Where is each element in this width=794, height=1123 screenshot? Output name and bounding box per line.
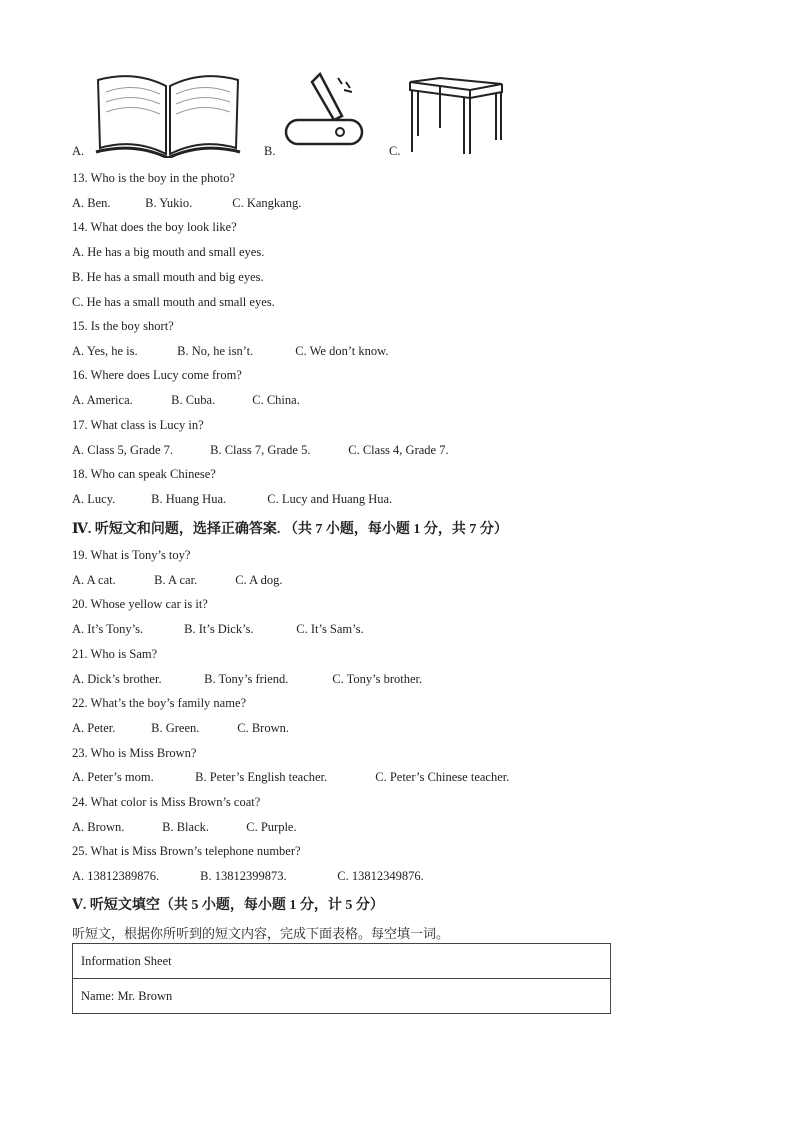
options-21 bbox=[72, 672, 422, 687]
section-4-heading: Ⅳ. 听短文和问题，选择正确答案. （共 7 小题，每小题 1 分，共 7 分） bbox=[72, 522, 508, 537]
question-21: 21. Who is Sam? bbox=[72, 647, 158, 661]
option[interactable]: A. Lucy. bbox=[72, 492, 116, 506]
option[interactable]: C. He has a small mouth and small eyes. bbox=[72, 295, 275, 309]
table-icon bbox=[406, 76, 504, 156]
section-5-instruction: 听短文，根据你所听到的短文内容，完成下面表格。每空填一词。 bbox=[72, 926, 450, 941]
question-17: 17. What class is Lucy in? bbox=[72, 418, 204, 432]
option[interactable]: B. Yukio. bbox=[145, 196, 193, 210]
table-row bbox=[73, 944, 611, 979]
options-13 bbox=[72, 196, 301, 211]
option[interactable]: A. Class 5, Grade 7. bbox=[72, 443, 174, 457]
question-14: 14. What does the boy look like? bbox=[72, 220, 237, 234]
option[interactable]: B. Peter’s English teacher. bbox=[195, 770, 328, 784]
option[interactable]: B. Tony’s friend. bbox=[204, 672, 289, 686]
question-22: 22. What’s the boy’s family name? bbox=[72, 696, 247, 710]
option[interactable]: A. A cat. bbox=[72, 573, 116, 587]
option[interactable]: A. He has a big mouth and small eyes. bbox=[72, 245, 265, 259]
options-22 bbox=[72, 721, 289, 736]
section-5-heading: Ⅴ. 听短文填空（共 5 小题，每小题 1 分，计 5 分） bbox=[72, 898, 384, 913]
option[interactable]: B. Huang Hua. bbox=[151, 492, 227, 506]
options-20 bbox=[72, 622, 364, 637]
option[interactable]: B. He has a small mouth and big eyes. bbox=[72, 270, 264, 284]
option[interactable]: B. Black. bbox=[162, 820, 209, 834]
option[interactable]: A. Dick’s brother. bbox=[72, 672, 162, 686]
option[interactable]: B. 13812399873. bbox=[200, 869, 287, 883]
question-23: 23. Who is Miss Brown? bbox=[72, 746, 197, 760]
option-b-label: B. bbox=[264, 144, 276, 158]
question-19: 19. What is Tony’s toy? bbox=[72, 548, 191, 562]
question-18: 18. Who can speak Chinese? bbox=[72, 467, 216, 481]
options-16 bbox=[72, 393, 300, 408]
option[interactable]: C. Purple. bbox=[246, 820, 297, 834]
information-sheet-table bbox=[72, 943, 611, 1014]
option[interactable]: C. Class 4, Grade 7. bbox=[348, 443, 449, 457]
options-25 bbox=[72, 869, 424, 884]
options-23 bbox=[72, 770, 509, 785]
option[interactable]: B. No, he isn’t. bbox=[177, 344, 254, 358]
option[interactable]: C. We don’t know. bbox=[295, 344, 389, 358]
option[interactable]: B. Class 7, Grade 5. bbox=[210, 443, 311, 457]
options-18 bbox=[72, 492, 392, 507]
option[interactable]: C. Tony’s brother. bbox=[332, 672, 423, 686]
question-20: 20. Whose yellow car is it? bbox=[72, 597, 208, 611]
option[interactable]: C. China. bbox=[252, 393, 300, 407]
option[interactable]: A. Brown. bbox=[72, 820, 125, 834]
option[interactable]: C. Peter’s Chinese teacher. bbox=[375, 770, 510, 784]
question-25: 25. What is Miss Brown’s telephone number? bbox=[72, 844, 301, 858]
option[interactable]: B. A car. bbox=[154, 573, 198, 587]
question-15: 15. Is the boy short? bbox=[72, 319, 174, 333]
question-16: 16. Where does Lucy come from? bbox=[72, 368, 242, 382]
table-cell: Name: Mr. Brown bbox=[73, 979, 611, 1014]
table-row bbox=[73, 979, 611, 1014]
options-19 bbox=[72, 573, 283, 588]
option[interactable]: A. Peter’s mom. bbox=[72, 770, 154, 784]
option-c-label: C. bbox=[389, 144, 401, 158]
options-15 bbox=[72, 344, 388, 359]
option[interactable]: A. Peter. bbox=[72, 721, 116, 735]
option[interactable]: C. 13812349876. bbox=[337, 869, 424, 883]
option[interactable]: A. Ben. bbox=[72, 196, 111, 210]
option-a-label: A. bbox=[72, 144, 85, 158]
option[interactable]: C. It’s Sam’s. bbox=[296, 622, 364, 636]
table-cell: Information Sheet bbox=[73, 944, 611, 979]
option[interactable]: C. Lucy and Huang Hua. bbox=[267, 492, 393, 506]
option[interactable]: B. It’s Dick’s. bbox=[184, 622, 254, 636]
option[interactable]: C. Kangkang. bbox=[232, 196, 302, 210]
question-24: 24. What color is Miss Brown’s coat? bbox=[72, 795, 261, 809]
option[interactable]: A. America. bbox=[72, 393, 133, 407]
options-17 bbox=[72, 443, 449, 458]
question-13: 13. Who is the boy in the photo? bbox=[72, 171, 235, 185]
option[interactable]: B. Green. bbox=[151, 721, 200, 735]
option[interactable]: A. Yes, he is. bbox=[72, 344, 138, 358]
open-book-icon bbox=[94, 72, 242, 158]
option[interactable]: B. Cuba. bbox=[171, 393, 216, 407]
option[interactable]: C. A dog. bbox=[235, 573, 283, 587]
option[interactable]: A. 13812389876. bbox=[72, 869, 160, 883]
options-24 bbox=[72, 820, 297, 835]
option[interactable]: A. It’s Tony’s. bbox=[72, 622, 144, 636]
pocket-knife-icon bbox=[282, 72, 366, 152]
option[interactable]: C. Brown. bbox=[237, 721, 289, 735]
